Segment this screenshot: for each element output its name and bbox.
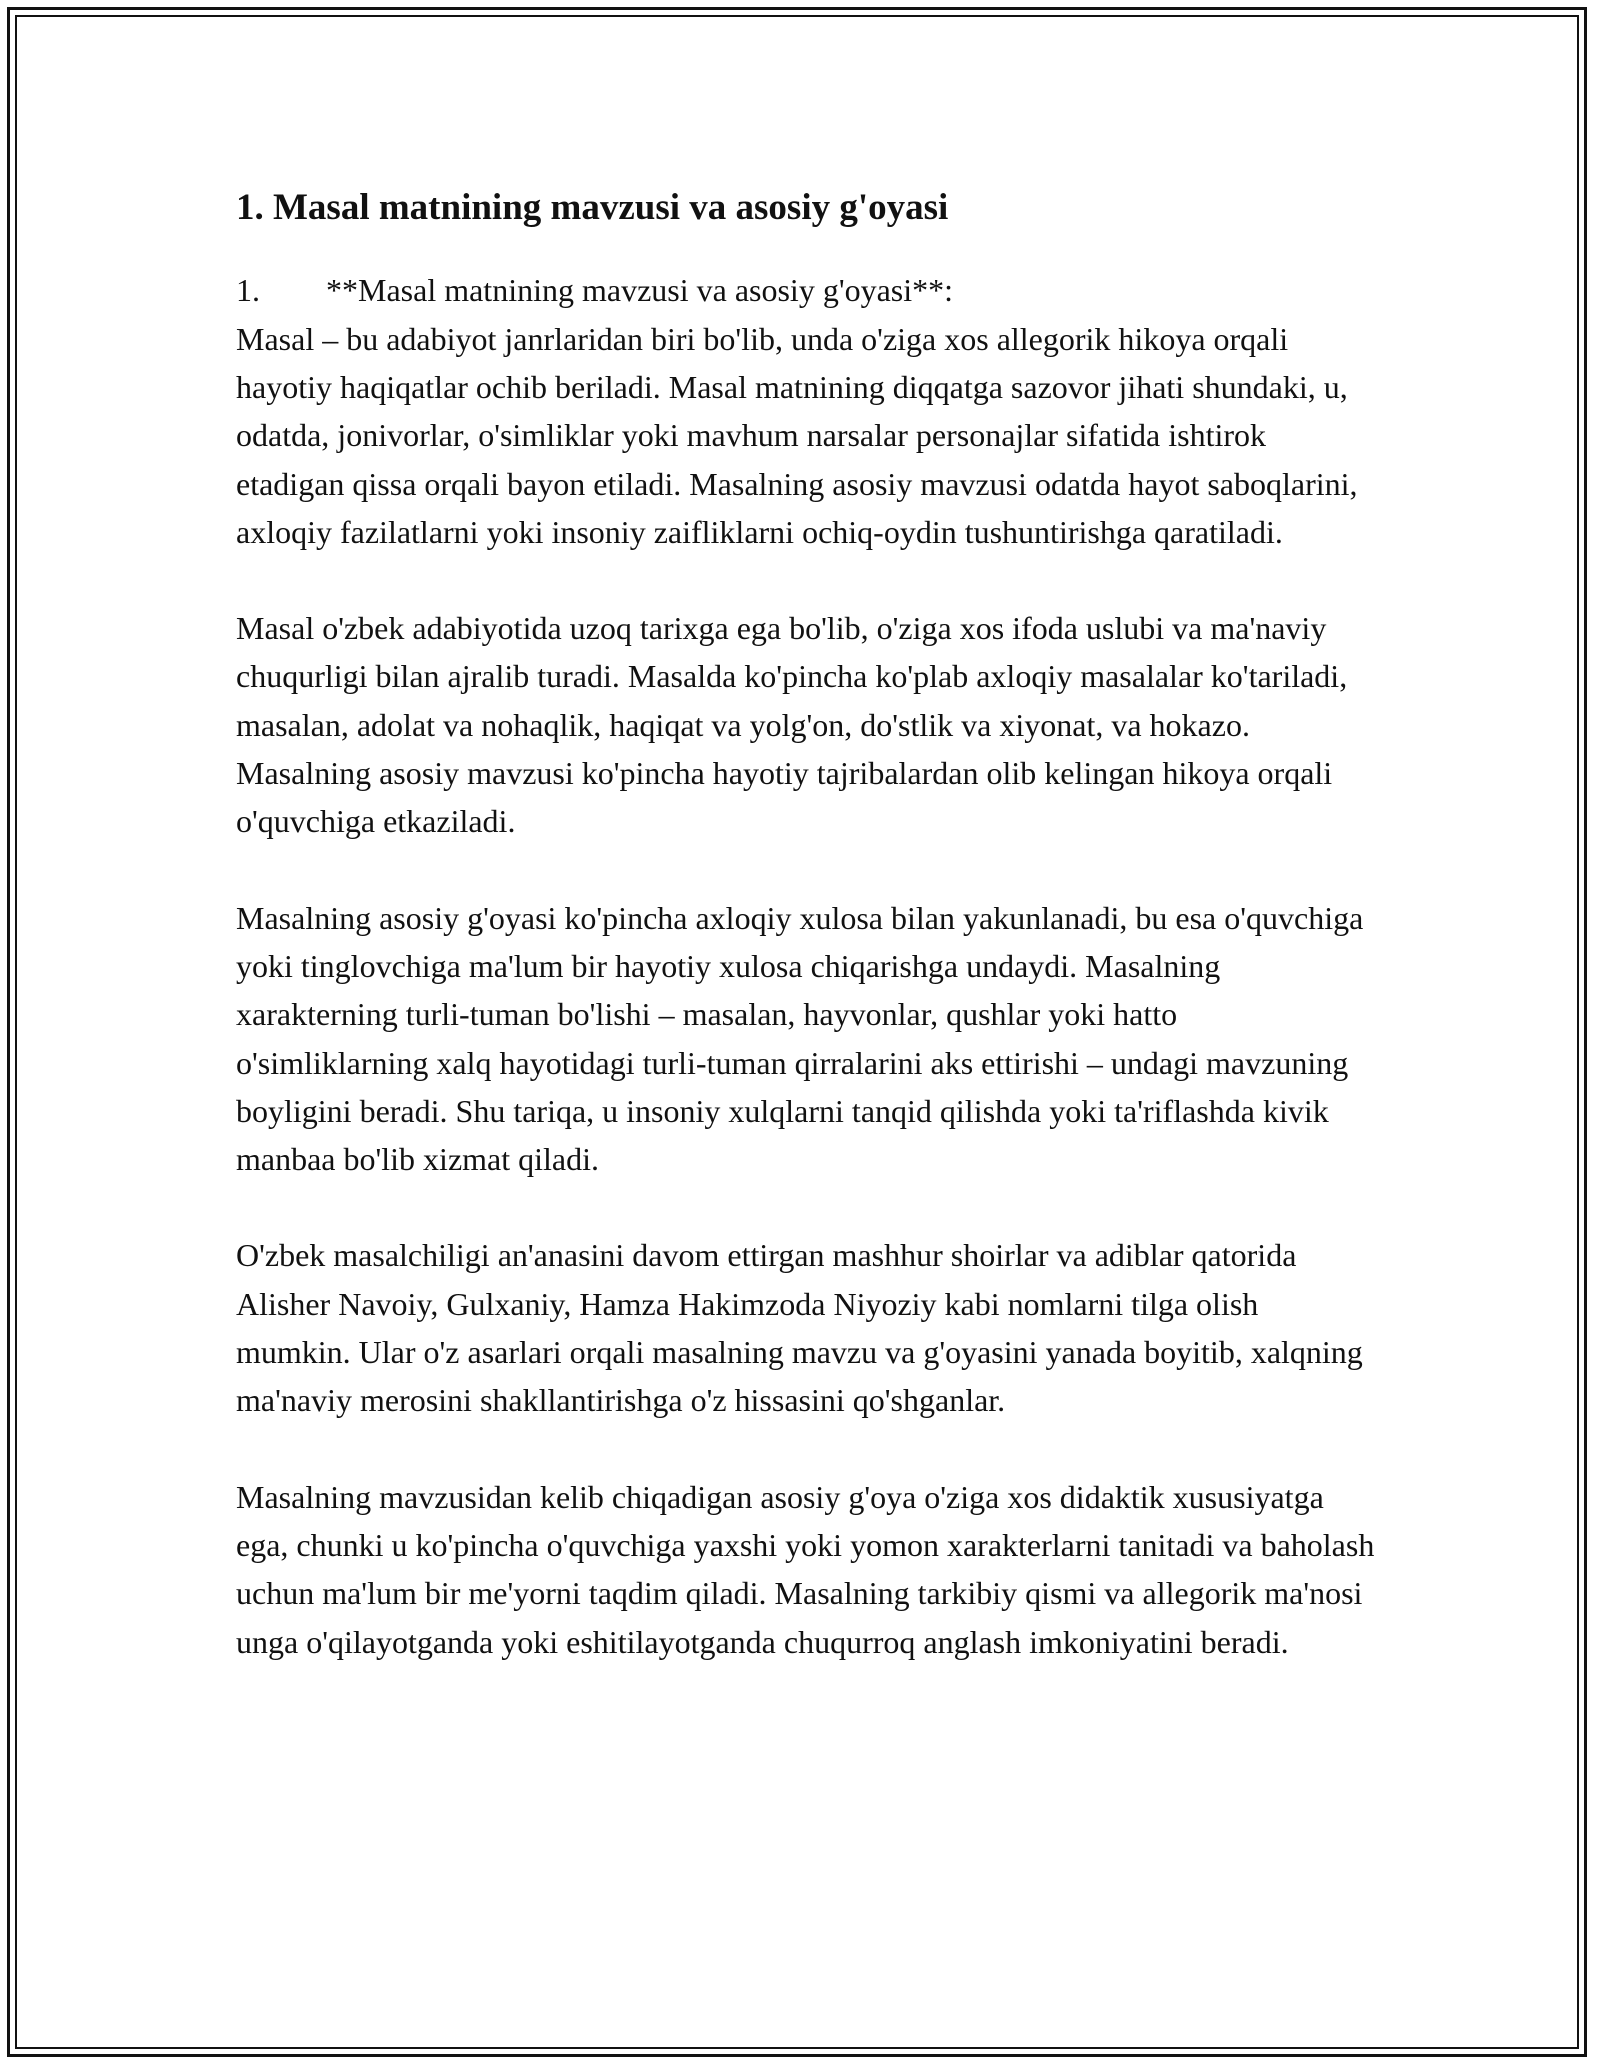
numbered-list-item (236, 266, 1376, 314)
paragraph-2: Masal o'zbek adabiyotida uzoq tarixga ega bo'lib, o'ziga xos ifoda uslubi va ma'naviy chuqurligi bilan ajralib turadi. Masalda ko'pincha ko'plab axloqiy masalalar ko'tariladi, masalan, adolat va nohaqlik, haqiqat va yolg'on, do'stlik va xiyonat, va hokazo. Masalning asosiy mavzusi ko'pincha hayotiy tajribalardan olib kelingan hikoya orqali o'quvchiga etkaziladi. (236, 610, 1348, 840)
paragraph-4: O'zbek masalchiligi an'anasini davom ettirgan mashhur shoirlar va adiblar qatorida Alisher Navoiy, Gulxaniy, Hamza Hakimzoda Niyoziy kabi nomlarni tilga olish mumkin. Ular o'z asarlari orqali masalning mavzu va g'oyasini yanada boyitib, xalqning ma'naviy merosini shakllantirishga o'z hissasini qo'shganlar. (236, 1237, 1363, 1419)
paragraph-5: Masalning mavzusidan kelib chiqadigan asosiy g'oya o'ziga xos didaktik xususiyatga ega, chunki u ko'pincha o'quvchiga yaxshi yoki yomon xarakterlarni tanitadi va baholash uchun ma'lum bir me'yorni taqdim qiladi. Masalning tarkibiy qismi va allegorik ma'nosi unga o'qilayotganda yoki eshitilayotganda chuqurroq anglash imkoniyatini beradi. (236, 1478, 1375, 1660)
document-text (236, 266, 1376, 1665)
document-body (236, 186, 1376, 1714)
list-item-text: **Masal matnining mavzusi va asosiy g'oyasi**: (326, 272, 954, 309)
paragraph-3: Masalning asosiy g'oyasi ko'pincha axloqiy xulosa bilan yakunlanadi, bu esa o'quvchiga yoki tinglovchiga ma'lum bir hayotiy xulosa chiqarishga undaydi. Masalning xarakterning turli-tuman bo'lishi – masalan, hayvonlar, qushlar yoki hatto o'simliklarning xalq hayotidagi turli-tuman qirralarini aks ettirishi – undagi mavzuning boyligini beradi. Shu tariqa, u insoniy xulqlarni tanqid qilishda yoki ta'riflashda kivik manbaa bo'lib xizmat qiladi. (236, 899, 1364, 1178)
paragraph-text: Masal – bu adabiyot janrlaridan biri bo'lib, unda o'ziga xos allegorik hikoya orqali hayotiy haqiqatlar ochib beriladi. Masal matnining diqqatga sazovor jihati shundaki, u, odatda, jonivorlar, o'simliklar yoki mavhum narsalar personajlar sifatida ishtirok etadigan qissa orqali bayon etiladi. Masalning asosiy mavzusi odatda hayot saboqlarini, axloqiy fazilatlarni yoki insoniy zaifliklarni ochiq-oydin tushuntirishga qaratiladi. (236, 320, 1358, 550)
section-heading: 1. Masal matnining mavzusi va asosiy g'oyasi (236, 187, 949, 228)
paragraph-1 (236, 266, 1376, 556)
list-number: 1. (236, 272, 260, 309)
